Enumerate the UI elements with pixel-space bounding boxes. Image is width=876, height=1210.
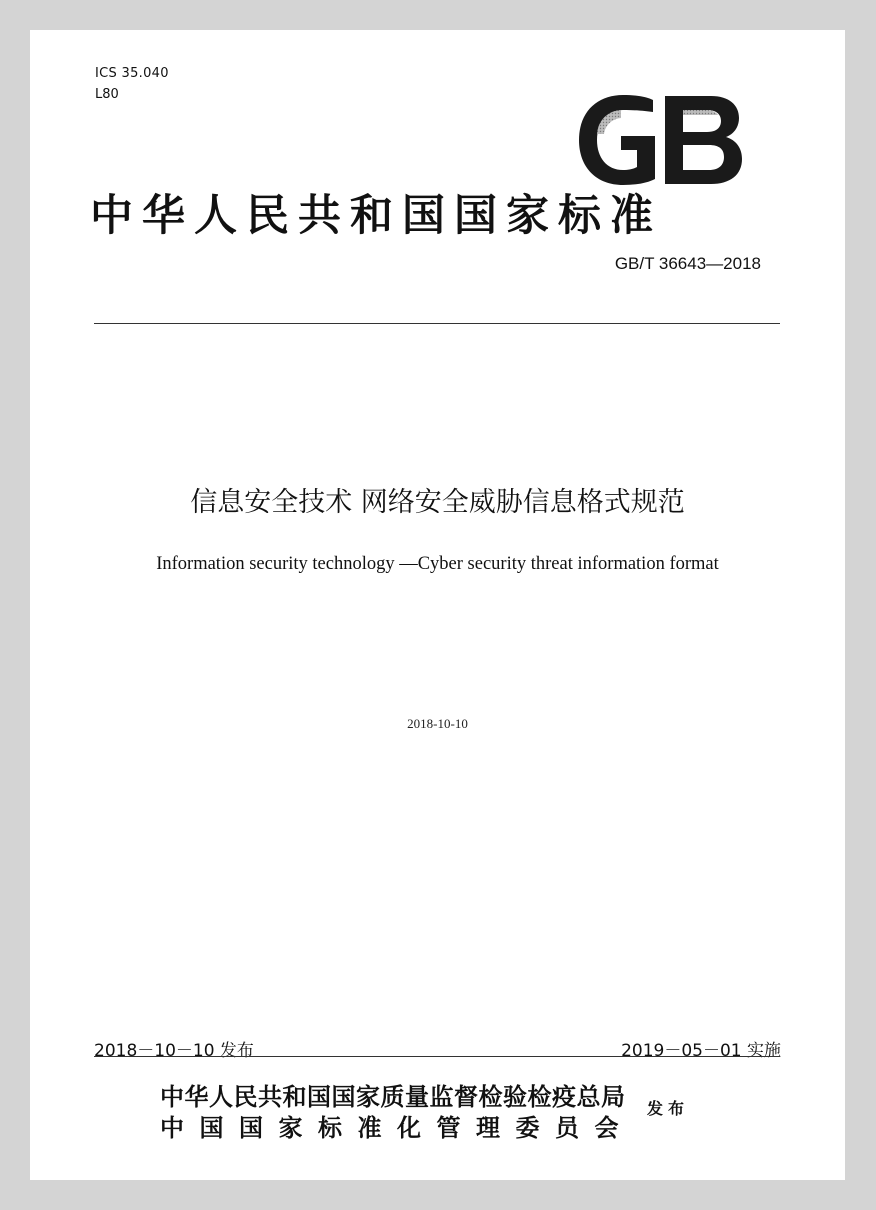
header-divider [94,323,780,324]
gb-logo [575,94,745,186]
ics-code: ICS 35.040 [95,66,169,81]
standard-number: GB/T 36643—2018 [614,254,761,273]
issuer-sac: 中国国家标准化管理委员会 [160,1113,634,1142]
document-page [30,30,845,1180]
draft-date: 2018-10-10 [407,716,468,731]
issue-date: 2018－10－10 发布 [94,1041,254,1061]
title-english: Information security technology —Cyber security threat information format [156,554,719,574]
publish-label: 发布 [647,1099,690,1118]
ccs-code: L80 [95,87,119,102]
issuer-aqsiq: 中华人民共和国国家质量监督检验检疫总局 [160,1082,626,1111]
standard-type-heading: 中华人民共和国国家标准 [90,191,662,241]
implementation-date: 2019－05－01 实施 [621,1041,781,1061]
footer-divider [94,1056,780,1057]
title-chinese: 信息安全技术 网络安全威胁信息格式规范 [190,487,685,518]
